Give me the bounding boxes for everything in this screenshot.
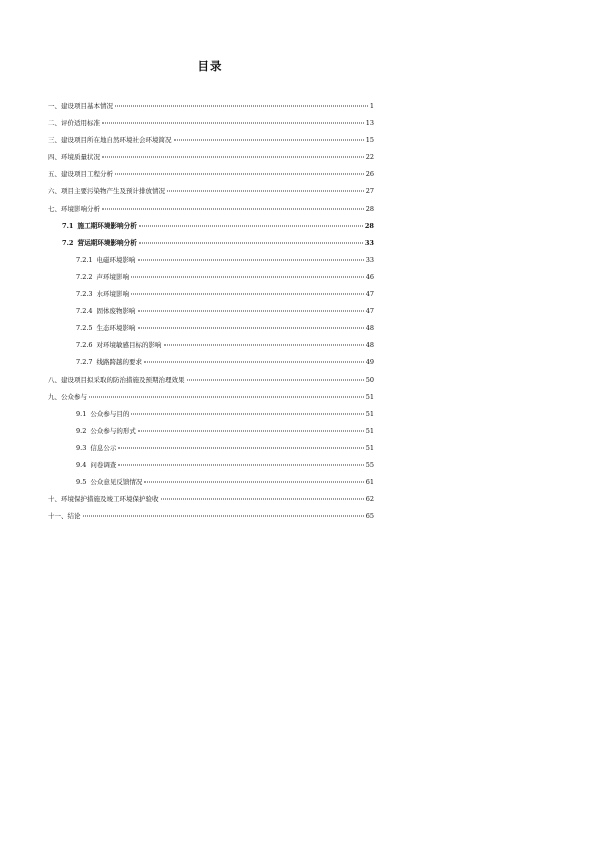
dot-leader: [139, 225, 363, 226]
toc-entry-page-number: 51: [365, 426, 374, 435]
toc-entry-page-number: 47: [365, 307, 374, 316]
toc-entry-number: 7.2.5: [76, 324, 93, 333]
toc-entry-label: [62, 218, 137, 235]
dot-leader: [174, 140, 364, 141]
toc-entry-page-number: 51: [365, 392, 374, 401]
dot-leader: [138, 259, 364, 260]
dot-leader: [118, 447, 363, 448]
toc-entry-label: [48, 132, 172, 149]
toc-entry-text: 问卷调查: [90, 460, 117, 469]
toc-entry-label: [48, 389, 87, 406]
toc-entry-page-number: 48: [365, 324, 374, 333]
toc-entry[interactable]: [48, 98, 374, 115]
dot-leader: [102, 208, 364, 209]
toc-entry[interactable]: [48, 372, 374, 389]
toc-entry-text: 十、环境保护措施及竣工环境保护验收: [48, 495, 159, 504]
toc-entry[interactable]: [48, 166, 374, 183]
dot-leader: [131, 276, 364, 277]
toc-entry[interactable]: [48, 491, 374, 508]
toc-entry-text: 公众参与目的: [90, 409, 130, 418]
toc-entry-label: [76, 406, 129, 423]
toc-entry-page-number: 65: [365, 512, 374, 521]
dot-leader: [102, 123, 364, 124]
toc-entry[interactable]: [48, 201, 374, 218]
toc-entry-page-number: 27: [365, 187, 374, 196]
dot-leader: [131, 294, 364, 295]
toc-entry[interactable]: [48, 337, 374, 354]
toc-entry-label: [76, 269, 129, 286]
dot-leader: [115, 174, 364, 175]
toc-entry[interactable]: [48, 389, 374, 406]
dot-leader: [102, 157, 364, 158]
toc-entry-page-number: 28: [364, 221, 374, 230]
dot-leader: [138, 311, 364, 312]
toc-entry-page-number: 61: [365, 478, 374, 487]
toc-entry-text: 八、建设项目拟采取的防治措施及预期治理效果: [48, 375, 185, 384]
toc-entry[interactable]: [48, 269, 374, 286]
toc-entry-label: [76, 337, 162, 354]
toc-entry[interactable]: [48, 354, 374, 371]
dot-leader: [138, 430, 364, 431]
toc-entry-text: 十一、结论: [48, 512, 81, 521]
toc-entry-text: 三、建设项目所在地自然环境社会环境简况: [48, 136, 172, 145]
toc-entry-label: [62, 235, 137, 252]
toc-entry-number: 9.3: [76, 443, 87, 452]
toc-entry-number: 7.2.3: [76, 290, 93, 299]
toc-entry-label: [48, 149, 100, 166]
toc-entry[interactable]: [48, 474, 374, 491]
toc-entry-label: [48, 491, 159, 508]
toc-entry-text: 九、公众参与: [48, 392, 87, 401]
toc-entry-page-number: 49: [365, 358, 374, 367]
toc-entry-text: 施工期环境影响分析: [77, 221, 137, 230]
toc-entry-page-number: 1: [369, 102, 374, 110]
toc-entry-number: 7.2.1: [76, 255, 93, 264]
toc-entry-page-number: 51: [365, 443, 374, 452]
toc-entry[interactable]: [48, 132, 374, 149]
toc-entry[interactable]: [48, 508, 374, 525]
toc-entry-text: 信息公示: [90, 443, 117, 452]
toc-entry-number: 7.2: [62, 238, 74, 247]
toc-entry-page-number: 26: [365, 170, 374, 179]
toc-entry-text: 五、建设项目工程分析: [48, 170, 113, 179]
toc-entry-text: 线路跨越的要求: [96, 358, 143, 367]
toc-entry-text: 公众意见反馈情况: [90, 478, 143, 487]
toc-entry[interactable]: [48, 440, 374, 457]
toc-entry-text: 声环境影响: [96, 272, 130, 281]
toc-entry-label: [48, 166, 113, 183]
toc-entry-number: 9.2: [76, 426, 87, 435]
toc-entry-text: 营运期环境影响分析: [77, 238, 137, 247]
toc-entry-label: [76, 457, 116, 474]
toc-entry[interactable]: [48, 286, 374, 303]
toc-entry-page-number: 13: [365, 119, 374, 128]
toc-entry-number: 7.2.6: [76, 341, 93, 350]
toc-entry-text: 六、项目主要污染物产生及预计排放情况: [48, 187, 165, 196]
dot-leader: [144, 362, 364, 363]
toc-entry-page-number: 33: [364, 238, 374, 247]
toc-entry[interactable]: [48, 235, 374, 252]
toc-entry-text: 四、环境质量状况: [48, 153, 100, 162]
toc-entry[interactable]: [48, 457, 374, 474]
toc-entry-page-number: 28: [365, 204, 374, 213]
toc-entry-text: 二、评价适用标准: [48, 119, 100, 128]
toc-entry[interactable]: [48, 115, 374, 132]
dot-leader: [144, 482, 363, 483]
toc-entry-number: 9.4: [76, 460, 87, 469]
toc-entry-number: 7.1: [62, 221, 74, 230]
toc-entry-page-number: 51: [365, 409, 374, 418]
toc-entry[interactable]: [48, 183, 374, 200]
dot-leader: [115, 106, 368, 107]
toc-entry[interactable]: [48, 303, 374, 320]
toc-entry-label: [48, 508, 81, 525]
table-of-contents: [48, 98, 374, 525]
page-title: 目录: [197, 59, 223, 73]
toc-entry-number: 9.1: [76, 409, 87, 418]
toc-entry-label: [48, 98, 113, 115]
toc-entry-page-number: 62: [365, 495, 374, 504]
toc-entry[interactable]: [48, 406, 374, 423]
toc-entry-page-number: 22: [365, 153, 374, 162]
dot-leader: [167, 191, 364, 192]
toc-entry-label: [76, 303, 136, 320]
toc-entry[interactable]: [48, 218, 374, 235]
toc-entry-label: [76, 440, 116, 457]
toc-entry-text: 一、建设项目基本情况: [48, 102, 113, 110]
toc-entry-page-number: 48: [365, 341, 374, 350]
toc-entry-page-number: 15: [365, 136, 374, 145]
toc-entry-page-number: 55: [365, 460, 374, 469]
toc-entry-number: 7.2.4: [76, 307, 93, 316]
toc-entry-label: [76, 423, 136, 440]
toc-entry-page-number: 47: [365, 290, 374, 299]
dot-leader: [131, 413, 363, 414]
toc-entry-number: 7.2.2: [76, 272, 93, 281]
dot-leader: [164, 345, 364, 346]
toc-entry-label: [76, 320, 136, 337]
dot-leader: [161, 499, 364, 500]
toc-entry-text: 对环境敏感目标的影响: [96, 341, 162, 350]
toc-entry[interactable]: [48, 252, 374, 269]
toc-entry[interactable]: [48, 423, 374, 440]
toc-entry[interactable]: [48, 320, 374, 337]
toc-entry-number: 7.2.7: [76, 358, 93, 367]
toc-entry-label: [76, 286, 129, 303]
toc-entry-page-number: 33: [365, 255, 374, 264]
dot-leader: [118, 464, 363, 465]
toc-entry-label: [48, 201, 100, 218]
dot-leader: [187, 379, 364, 380]
dot-leader: [89, 396, 364, 397]
toc-entry-number: 9.5: [76, 478, 87, 487]
toc-entry-label: [76, 354, 142, 371]
toc-entry[interactable]: [48, 149, 374, 166]
toc-entry-label: [48, 115, 100, 132]
toc-entry-text: 水环境影响: [96, 290, 130, 299]
toc-entry-label: [48, 372, 185, 389]
dot-leader: [139, 242, 363, 243]
toc-entry-text: 七、环境影响分析: [48, 204, 100, 213]
toc-entry-page-number: 50: [365, 375, 374, 384]
toc-entry-label: [48, 183, 165, 200]
dot-leader: [83, 516, 364, 517]
toc-entry-label: [76, 474, 142, 491]
toc-entry-page-number: 46: [365, 272, 374, 281]
toc-entry-text: 公众参与的形式: [90, 426, 136, 435]
toc-entry-text: 生态环境影响: [96, 324, 136, 333]
toc-entry-text: 固体废物影响: [96, 307, 136, 316]
dot-leader: [138, 328, 364, 329]
toc-entry-text: 电磁环境影响: [96, 255, 136, 264]
toc-entry-label: [76, 252, 136, 269]
